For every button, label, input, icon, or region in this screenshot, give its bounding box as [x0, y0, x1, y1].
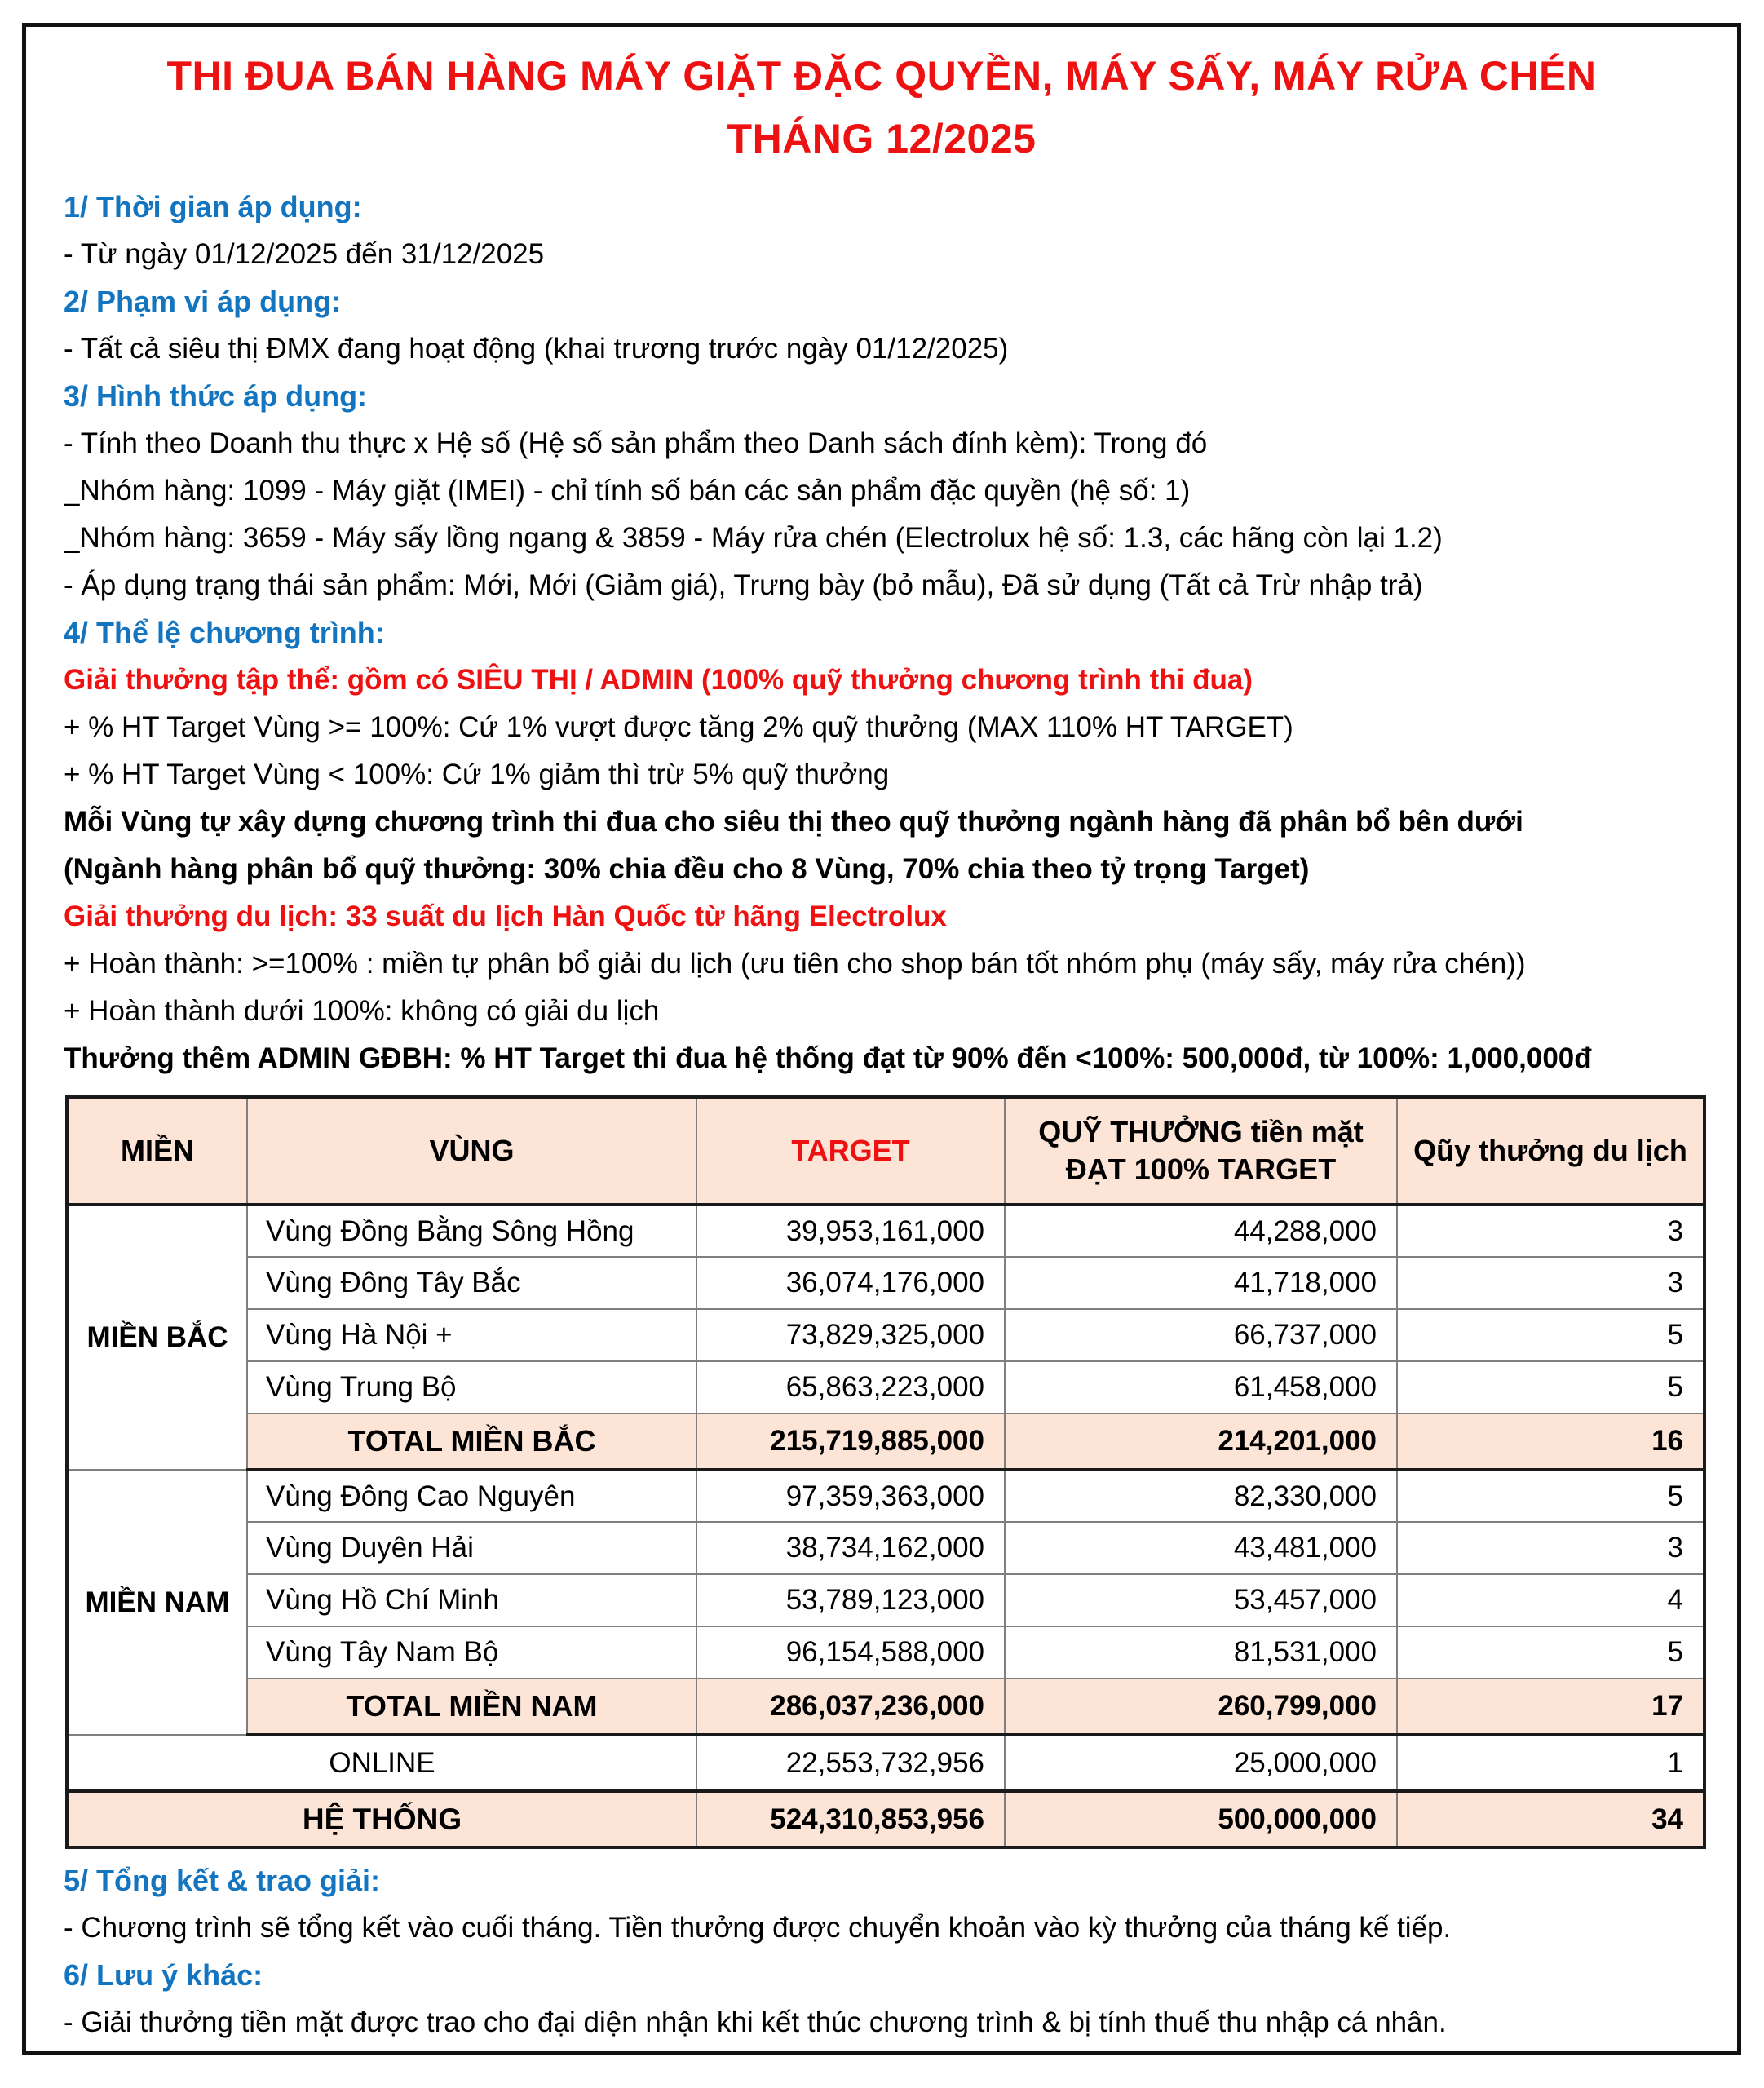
header-vung: VÙNG — [247, 1097, 696, 1205]
system-total-row: HỆ THỐNG 524,310,853,956 500,000,000 34 — [67, 1791, 1704, 1847]
table-row: Vùng Tây Nam Bộ 96,154,588,000 81,531,000 5 — [67, 1626, 1704, 1679]
section-2-heading: 2/ Phạm vi áp dụng: — [64, 285, 342, 318]
section-4-travel-award: Giải thưởng du lịch: 33 suất du lịch Hàn Quốc từ hãng Electrolux — [64, 900, 947, 932]
table-row: MIỀN BẮC Vùng Đồng Bằng Sông Hồng 39,953,161,000 44,288,000 3 — [67, 1205, 1704, 1257]
section-3-text-3: _Nhóm hàng: 3659 - Máy sấy lồng ngang & 3859 - Máy rửa chén (Electrolux hệ số: 1.3, các hãng còn lại 1.2) — [64, 522, 1443, 554]
online-row: ONLINE 22,553,732,956 25,000,000 1 — [67, 1735, 1704, 1791]
table-row: Vùng Đông Tây Bắc 36,074,176,000 41,718,000 3 — [67, 1257, 1704, 1309]
section-4-rule-4: + Hoàn thành dưới 100%: không có giải du lịch — [64, 995, 660, 1027]
header-mien: MIỀN — [67, 1097, 247, 1205]
section-4-rule-3: + Hoàn thành: >=100% : miền tự phân bổ giải du lịch (ưu tiên cho shop bán tốt nhóm phụ (máy sấy, máy rửa chén)) — [64, 948, 1526, 980]
region-cell-north: MIỀN BẮC — [67, 1205, 247, 1470]
total-row-north: TOTAL MIỀN BẮC 215,719,885,000 214,201,000 16 — [67, 1413, 1704, 1470]
section-3-text-4: - Áp dụng trạng thái sản phẩm: Mới, Mới (Giảm giá), Trưng bày (bỏ mẫu), Đã sử dụng (Tất cả Trừ nhập trả) — [64, 569, 1423, 601]
section-3-text-2: _Nhóm hàng: 1099 - Máy giặt (IMEI) - chỉ tính số bán các sản phẩm đặc quyền (hệ số: 1) — [64, 475, 1191, 507]
table-row: Vùng Duyên Hải 38,734,162,000 43,481,000 3 — [67, 1522, 1704, 1574]
section-4-rule-2: + % HT Target Vùng < 100%: Cứ 1% giảm thì trừ 5% quỹ thưởng — [64, 759, 890, 790]
header-cash-bonus-line-1: QUỸ THƯỞNG tiền mặt — [1038, 1115, 1364, 1148]
section-4-rule-1: + % HT Target Vùng >= 100%: Cứ 1% vượt được tăng 2% quỹ thưởng (MAX 110% HT TARGET) — [64, 711, 1293, 743]
header-travel-bonus: Qũy thưởng du lịch — [1397, 1097, 1704, 1205]
section-4-admin-bonus: Thưởng thêm ADMIN GĐBH: % HT Target thi đua hệ thống đạt từ 90% đến <100%: 500,000đ, từ 100%: 1,000,000đ — [64, 1042, 1592, 1074]
section-6-text: - Giải thưởng tiền mặt được trao cho đại diện nhận khi kết thúc chương trình & bị tính thuế thu nhập cá nhân. — [64, 2006, 1447, 2038]
document-title — [64, 45, 1700, 170]
section-6-heading: 6/ Lưu ý khác: — [64, 1958, 263, 1992]
target-bonus-table — [65, 1095, 1706, 1849]
region-cell-south: MIỀN NAM — [67, 1470, 247, 1735]
section-1-heading: 1/ Thời gian áp dụng: — [64, 190, 362, 223]
header-cash-bonus — [1005, 1097, 1397, 1205]
section-4-collective-award: Giải thưởng tập thể: gồm có SIÊU THỊ / ADMIN (100% quỹ thưởng chương trình thi đua) — [64, 664, 1253, 696]
table-row: Vùng Hà Nội + 73,829,325,000 66,737,000 5 — [67, 1309, 1704, 1361]
title-line-1: THI ĐUA BÁN HÀNG MÁY GIẶT ĐẶC QUYỀN, MÁY SẤY, MÁY RỬA CHÉN — [166, 53, 1597, 99]
section-2-text: - Tất cả siêu thị ĐMX đang hoạt động (khai trương trước ngày 01/12/2025) — [64, 333, 1009, 365]
document-page — [22, 23, 1741, 2055]
section-4-note-1: Mỗi Vùng tự xây dựng chương trình thi đua cho siêu thị theo quỹ thưởng ngành hàng đã phân bổ bên dưới — [64, 806, 1523, 838]
total-row-south: TOTAL MIỀN NAM 286,037,236,000 260,799,000 17 — [67, 1679, 1704, 1735]
table-row: Vùng Trung Bộ 65,863,223,000 61,458,000 5 — [67, 1361, 1704, 1413]
table-header-row — [67, 1097, 1704, 1205]
section-5-text: - Chương trình sẽ tổng kết vào cuối tháng. Tiền thưởng được chuyển khoản vào kỳ thưởng của tháng kế tiếp. — [64, 1912, 1452, 1944]
section-3-heading: 3/ Hình thức áp dụng: — [64, 379, 368, 413]
section-4-heading: 4/ Thể lệ chương trình: — [64, 616, 385, 649]
title-line-2: THÁNG 12/2025 — [727, 116, 1037, 161]
section-4-note-2: (Ngành hàng phân bổ quỹ thưởng: 30% chia đều cho 8 Vùng, 70% chia theo tỷ trọng Target) — [64, 853, 1310, 885]
table-row: MIỀN NAM Vùng Đông Cao Nguyên 97,359,363,000 82,330,000 5 — [67, 1470, 1704, 1522]
header-target: TARGET — [696, 1097, 1005, 1205]
section-1-text: - Từ ngày 01/12/2025 đến 31/12/2025 — [64, 238, 545, 270]
section-5-heading: 5/ Tổng kết & trao giải: — [64, 1864, 381, 1897]
section-3-text-1: - Tính theo Doanh thu thực x Hệ số (Hệ số sản phẩm theo Danh sách đính kèm): Trong đó — [64, 427, 1208, 459]
header-cash-bonus-line-2: ĐẠT 100% TARGET — [1065, 1152, 1337, 1186]
table-row: Vùng Hồ Chí Minh 53,789,123,000 53,457,000 4 — [67, 1574, 1704, 1626]
